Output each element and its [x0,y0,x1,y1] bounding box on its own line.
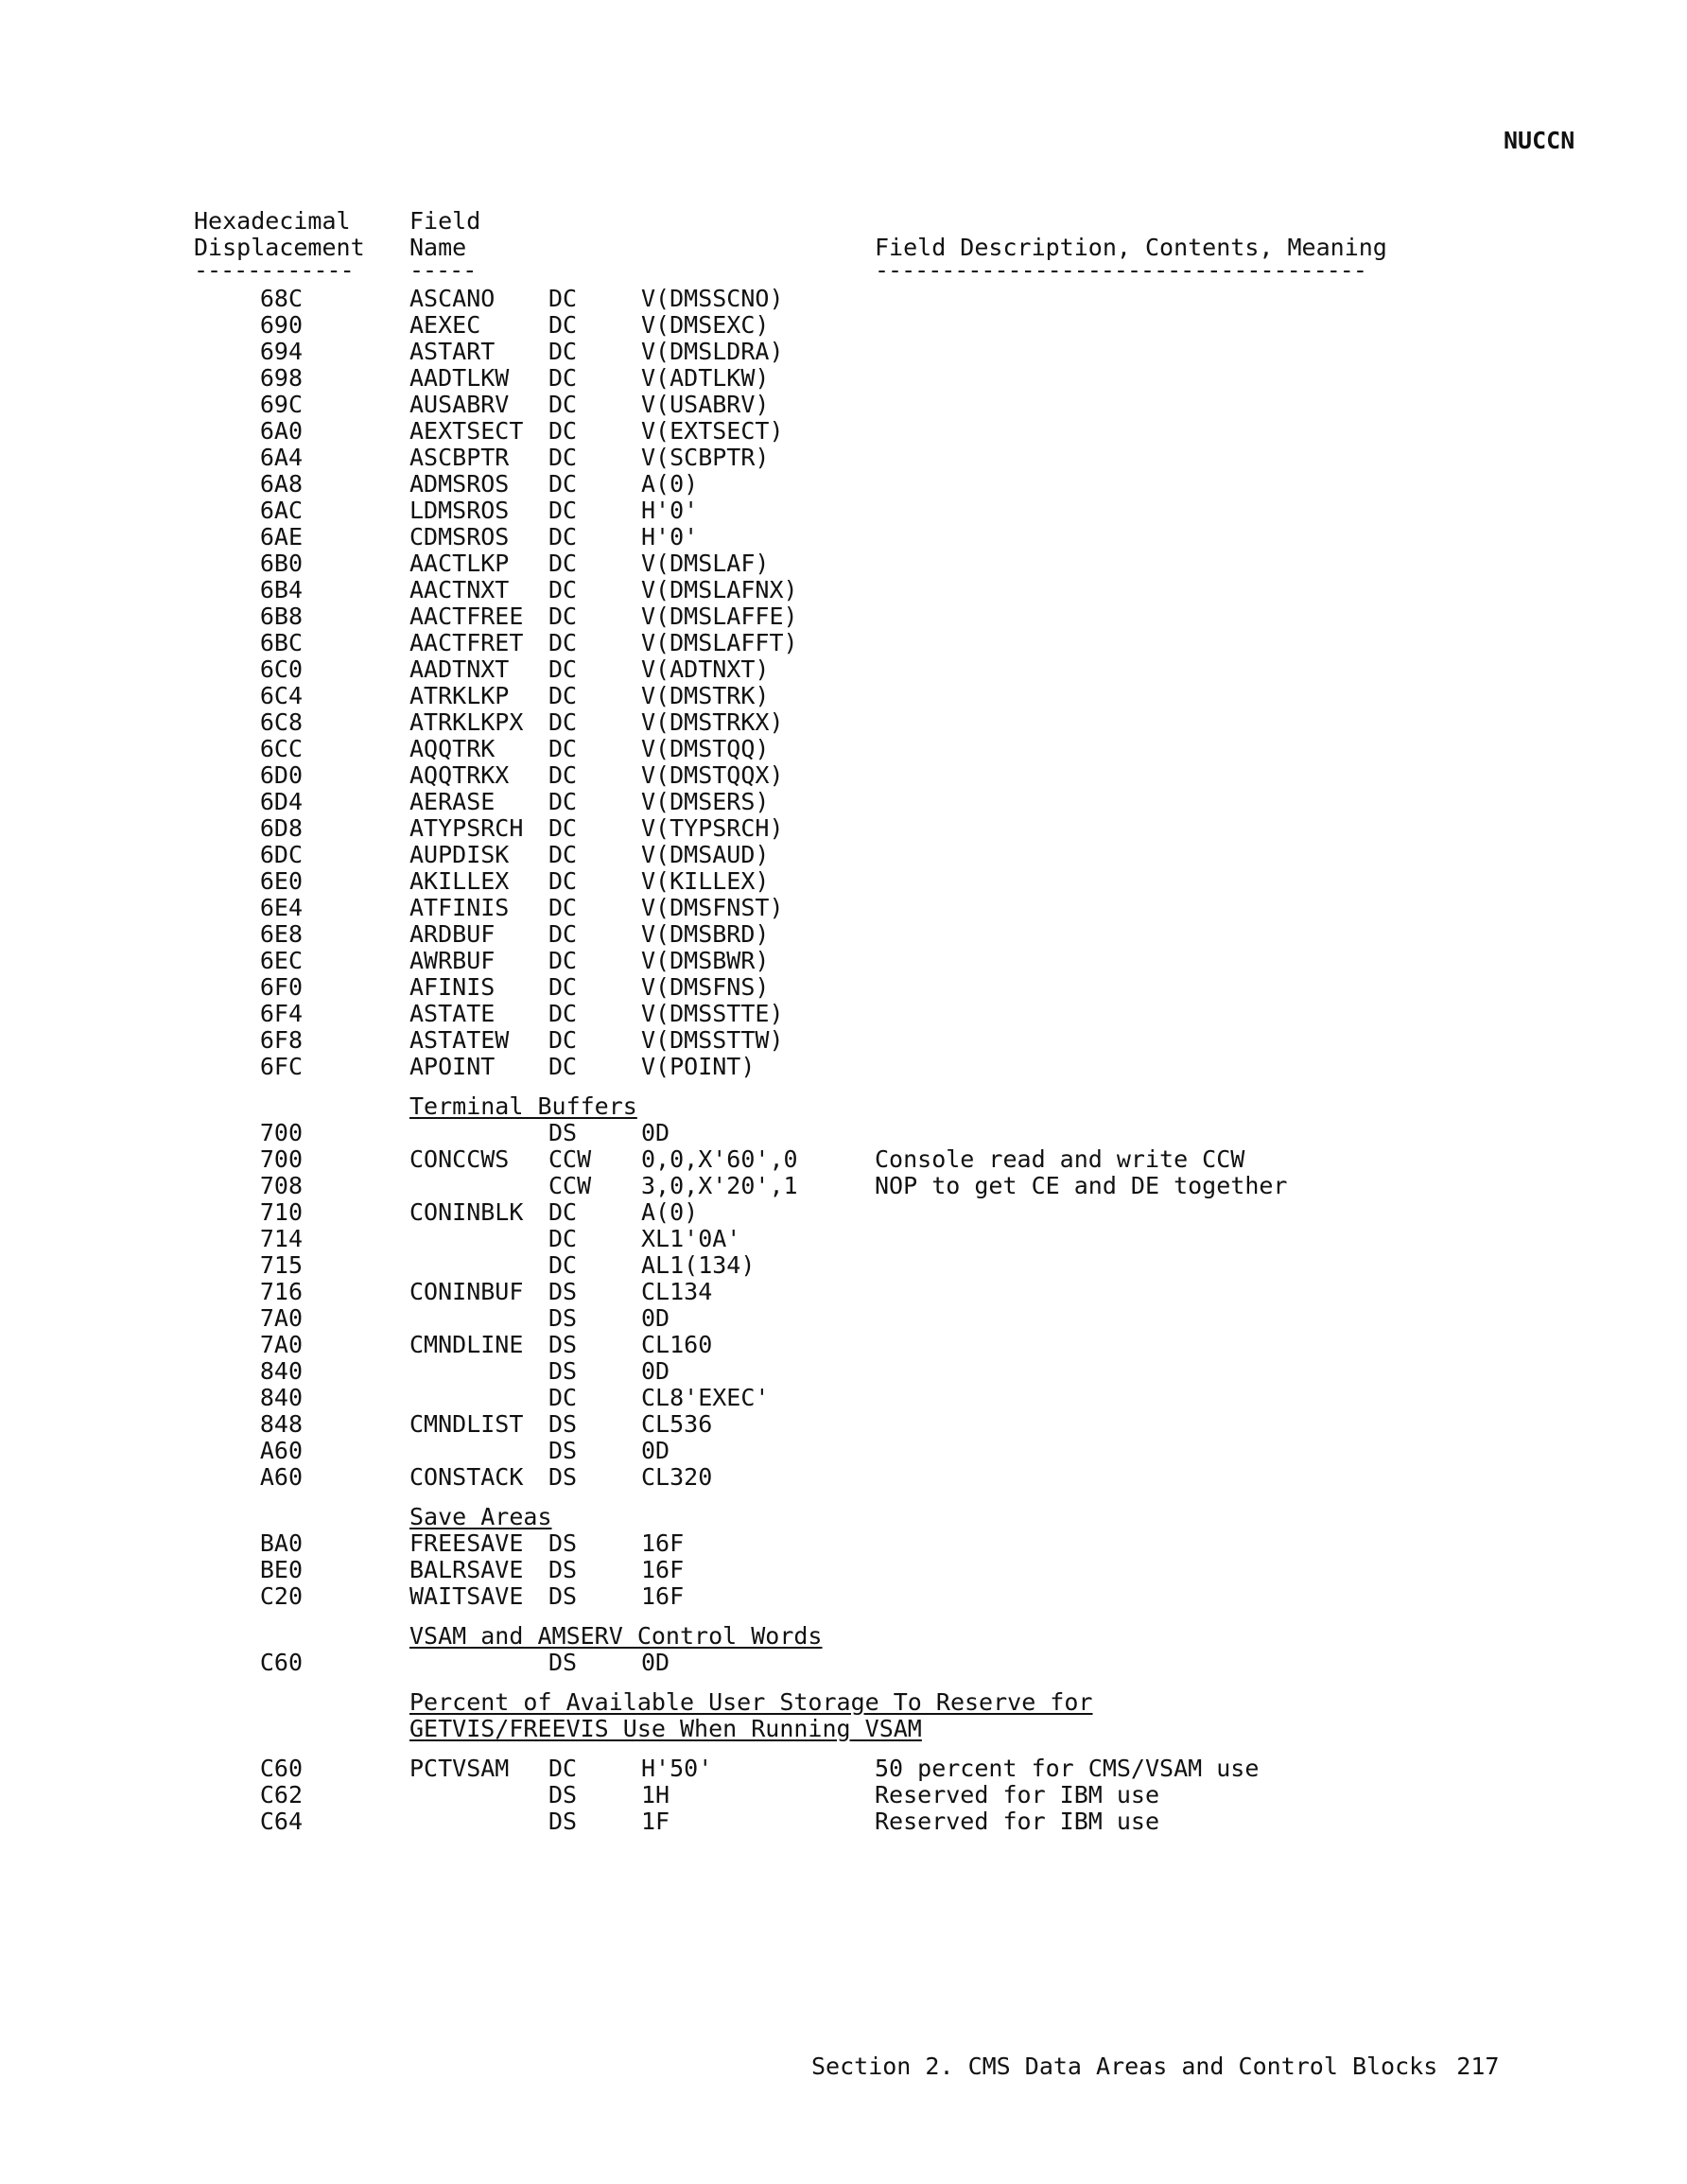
type-cell: DC [548,1198,578,1226]
field-name-cell: ATRKLKP [409,682,510,709]
type-cell: DS [548,1278,578,1305]
operand-cell: 0D [641,1304,670,1332]
operand-cell: CL160 [641,1331,713,1358]
operand-cell: V(DMSSTTE) [641,1000,784,1027]
operand-cell: V(SCBPTR) [641,444,770,471]
operand-cell: V(ADTLKW) [641,364,770,392]
header-description: Field Description, Contents, Meaning [875,234,1387,261]
displacement-cell: A60 [259,1437,303,1464]
type-cell: DC [548,761,578,789]
displacement-cell: 6A4 [259,444,303,471]
operand-cell: V(DMSLDRA) [641,338,784,365]
displacement-cell: C64 [259,1808,303,1835]
type-cell: DC [548,576,578,603]
type-cell: DC [548,973,578,1001]
type-cell: DS [548,1437,578,1464]
table-row [0,1001,1687,1027]
operand-cell: V(DMSTQQ) [641,735,770,762]
header-displacement-line2: Displacement [194,234,365,261]
field-name-cell: LDMSROS [409,497,510,524]
operand-cell: 1H [641,1781,670,1808]
operand-cell: V(DMSSCNO) [641,285,784,312]
operand-cell: V(DMSAUD) [641,841,770,868]
displacement-cell: 6EC [259,947,303,974]
field-rows-group-a [0,286,1687,1080]
operand-cell: V(DMSFNS) [641,973,770,1001]
displacement-cell: BA0 [259,1529,303,1557]
operand-cell: H'0' [641,523,699,550]
displacement-cell: 6DC [259,841,303,868]
section-heading-percent-line1: Percent of Available User Storage To Reserve for [409,1688,1093,1716]
table-row [0,577,1687,603]
type-cell: DC [548,417,578,445]
field-name-cell: AACTFREE [409,603,524,630]
field-name-cell: ASTART [409,338,496,365]
displacement-cell: 7A0 [259,1304,303,1332]
field-name-cell: WAITSAVE [409,1582,524,1610]
operand-cell: V(DMSTQQX) [641,761,784,789]
type-cell: DC [548,364,578,392]
operand-cell: 16F [641,1582,685,1610]
table-row [0,709,1687,736]
type-cell: DC [548,841,578,868]
field-name-cell: CONSTACK [409,1463,524,1491]
table-row [0,1305,1687,1332]
displacement-cell: 69C [259,391,303,418]
operand-cell: 16F [641,1556,685,1583]
displacement-cell: 6C0 [259,655,303,683]
type-cell: DC [548,550,578,577]
operand-cell: V(DMSTRKX) [641,708,784,736]
displacement-cell: 6FC [259,1053,303,1080]
operand-cell: V(DMSLAFFE) [641,603,798,630]
type-cell: DS [548,1529,578,1557]
type-cell: DS [548,1649,578,1676]
field-name-cell: ASCBPTR [409,444,510,471]
displacement-cell: 6D8 [259,814,303,842]
field-name-cell: AWRBUF [409,947,496,974]
field-name-cell: AADTLKW [409,364,510,392]
type-cell: CCW [548,1145,592,1173]
displacement-cell: 7A0 [259,1331,303,1358]
type-cell: DC [548,1053,578,1080]
table-row [0,339,1687,365]
type-cell: DS [548,1582,578,1610]
displacement-cell: 6E8 [259,920,303,948]
displacement-cell: 710 [259,1198,303,1226]
displacement-cell: C60 [259,1649,303,1676]
type-cell: DC [548,338,578,365]
type-cell: DS [548,1781,578,1808]
type-cell: DC [548,497,578,524]
table-row [0,1054,1687,1080]
displacement-cell: 6E4 [259,894,303,921]
displacement-cell: 714 [259,1225,303,1252]
table-row [0,1027,1687,1054]
field-name-cell: AERASE [409,788,496,815]
displacement-cell: 6F4 [259,1000,303,1027]
table-row [0,1279,1687,1305]
header-description-rule: ------------------------------------- [875,256,1366,284]
field-name-cell: AUPDISK [409,841,510,868]
table-row [0,1464,1687,1491]
type-cell: DS [548,1463,578,1491]
type-cell: DC [548,285,578,312]
field-name-cell: CMNDLIST [409,1410,524,1438]
type-cell: DC [548,629,578,656]
section-heading-percent-line2: GETVIS/FREEVIS Use When Running VSAM [409,1715,922,1742]
field-rows-group-d [0,1650,1687,1676]
table-row [0,1385,1687,1411]
displacement-cell: 840 [259,1384,303,1411]
header-field-name-rule: ----- [409,256,477,284]
displacement-cell: 715 [259,1251,303,1279]
table-row [0,1199,1687,1226]
operand-cell: 0D [641,1437,670,1464]
description-cell: NOP to get CE and DE together [875,1172,1288,1199]
operand-cell: V(POINT) [641,1053,756,1080]
displacement-cell: 700 [259,1119,303,1146]
field-name-cell: ASCANO [409,285,496,312]
type-cell: DC [548,788,578,815]
operand-cell: V(DMSBRD) [641,920,770,948]
displacement-cell: 848 [259,1410,303,1438]
type-cell: DC [548,1026,578,1054]
type-cell: DC [548,894,578,921]
table-row [0,921,1687,948]
displacement-cell: 6B0 [259,550,303,577]
field-name-cell: AACTNXT [409,576,510,603]
field-name-cell: AKILLEX [409,867,510,895]
displacement-cell: C62 [259,1781,303,1808]
table-row [0,630,1687,656]
operand-cell: V(DMSLAFNX) [641,576,798,603]
type-cell: DC [548,1000,578,1027]
type-cell: DC [548,603,578,630]
displacement-cell: 694 [259,338,303,365]
table-row [0,392,1687,418]
field-name-cell: AUSABRV [409,391,510,418]
displacement-cell: 6B4 [259,576,303,603]
operand-cell: 1F [641,1808,670,1835]
displacement-cell: 698 [259,364,303,392]
displacement-cell: 840 [259,1357,303,1385]
field-name-cell: ATYPSRCH [409,814,524,842]
operand-cell: 16F [641,1529,685,1557]
displacement-cell: 68C [259,285,303,312]
type-cell: DC [548,470,578,498]
table-row [0,842,1687,868]
displacement-cell: A60 [259,1463,303,1491]
table-row [0,1358,1687,1385]
description-cell: Reserved for IBM use [875,1781,1160,1808]
displacement-cell: 6BC [259,629,303,656]
operand-cell: 3,0,X'20',1 [641,1172,798,1199]
operand-cell: V(DMSFNST) [641,894,784,921]
field-name-cell: ATRKLKPX [409,708,524,736]
field-name-cell: BALRSAVE [409,1556,524,1583]
type-cell: DC [548,1225,578,1252]
table-row [0,1650,1687,1676]
field-name-cell: ASTATEW [409,1026,510,1054]
type-cell: DS [548,1357,578,1385]
field-name-cell: CONINBLK [409,1198,524,1226]
displacement-cell: 6A8 [259,470,303,498]
type-cell: DC [548,682,578,709]
type-cell: DC [548,920,578,948]
page-footer [811,2053,1499,2080]
header-field-name-line2: Name [409,234,467,261]
header-field-name-line1: Field [409,207,481,235]
field-name-cell: APOINT [409,1053,496,1080]
type-cell: DC [548,444,578,471]
page-identifier: NUCCN [1504,127,1575,154]
displacement-cell: 6CC [259,735,303,762]
type-cell: DC [548,867,578,895]
header-displacement-line1: Hexadecimal [194,207,351,235]
type-cell: DC [548,311,578,339]
section-heading-vsam-control-words: VSAM and AMSERV Control Words [409,1622,823,1650]
displacement-cell: 6A0 [259,417,303,445]
table-row [0,1438,1687,1464]
type-cell: DS [548,1304,578,1332]
type-cell: DS [548,1808,578,1835]
field-name-cell: AQQTRKX [409,761,510,789]
table-row [0,1782,1687,1808]
displacement-cell: 6C8 [259,708,303,736]
field-name-cell: ASTATE [409,1000,496,1027]
table-row [0,1252,1687,1279]
operand-cell: CL536 [641,1410,713,1438]
field-name-cell: AACTFRET [409,629,524,656]
operand-cell: CL134 [641,1278,713,1305]
table-row [0,1530,1687,1557]
field-name-cell: CONINBUF [409,1278,524,1305]
displacement-cell: 700 [259,1145,303,1173]
table-row [0,1173,1687,1199]
table-row [0,1583,1687,1610]
operand-cell: V(TYPSRCH) [641,814,784,842]
operand-cell: 0,0,X'60',0 [641,1145,798,1173]
field-name-cell: AACTLKP [409,550,510,577]
table-row [0,656,1687,683]
table-row [0,445,1687,471]
table-row [0,815,1687,842]
field-rows-group-c [0,1530,1687,1610]
table-row [0,286,1687,312]
table-row [0,736,1687,762]
field-name-cell: ATFINIS [409,894,510,921]
section-heading-save-areas: Save Areas [409,1503,552,1530]
operand-cell: V(USABRV) [641,391,770,418]
field-table [0,286,1687,1835]
table-row [0,498,1687,524]
description-cell: Reserved for IBM use [875,1808,1160,1835]
footer-title: Section 2. CMS Data Areas and Control Blocks [811,2053,1438,2080]
field-rows-group-e [0,1756,1687,1835]
field-name-cell: ARDBUF [409,920,496,948]
operand-cell: V(DMSERS) [641,788,770,815]
operand-cell: V(KILLEX) [641,867,770,895]
displacement-cell: BE0 [259,1556,303,1583]
operand-cell: V(ADTNXT) [641,655,770,683]
section-heading-terminal-buffers: Terminal Buffers [409,1092,637,1120]
displacement-cell: 6C4 [259,682,303,709]
table-row [0,471,1687,498]
operand-cell: 0D [641,1119,670,1146]
operand-cell: V(DMSLAFFT) [641,629,798,656]
table-row [0,1557,1687,1583]
operand-cell: XL1'0A' [641,1225,741,1252]
table-row [0,1120,1687,1146]
displacement-cell: 6F8 [259,1026,303,1054]
field-name-cell: AFINIS [409,973,496,1001]
displacement-cell: 708 [259,1172,303,1199]
table-row [0,1146,1687,1173]
table-row [0,789,1687,815]
displacement-cell: 6E0 [259,867,303,895]
type-cell: DS [548,1410,578,1438]
displacement-cell: 6D4 [259,788,303,815]
type-cell: DC [548,814,578,842]
table-row [0,1411,1687,1438]
operand-cell: A(0) [641,1198,699,1226]
field-name-cell: CONCCWS [409,1145,510,1173]
displacement-cell: C60 [259,1755,303,1782]
displacement-cell: 6D0 [259,761,303,789]
displacement-cell: C20 [259,1582,303,1610]
operand-cell: H'0' [641,497,699,524]
table-row [0,550,1687,577]
operand-cell: AL1(134) [641,1251,756,1279]
table-row [0,868,1687,895]
table-row [0,895,1687,921]
type-cell: DC [548,1384,578,1411]
description-cell: Console read and write CCW [875,1145,1245,1173]
type-cell: DC [548,523,578,550]
field-name-cell: CDMSROS [409,523,510,550]
displacement-cell: 6AE [259,523,303,550]
displacement-cell: 6AC [259,497,303,524]
table-row [0,683,1687,709]
type-cell: DC [548,1755,578,1782]
type-cell: CCW [548,1172,592,1199]
table-row [0,524,1687,550]
displacement-cell: 6F0 [259,973,303,1001]
table-row [0,603,1687,630]
page-number: 217 [1456,2053,1500,2080]
operand-cell: V(DMSTRK) [641,682,770,709]
description-cell: 50 percent for CMS/VSAM use [875,1755,1260,1782]
table-row [0,1756,1687,1782]
type-cell: DS [548,1556,578,1583]
table-row [0,365,1687,392]
field-rows-group-b [0,1120,1687,1491]
table-row [0,974,1687,1001]
table-row [0,312,1687,339]
type-cell: DC [548,947,578,974]
operand-cell: V(DMSBWR) [641,947,770,974]
field-name-cell: ADMSROS [409,470,510,498]
displacement-cell: 690 [259,311,303,339]
field-name-cell: AEXEC [409,311,481,339]
type-cell: DC [548,655,578,683]
displacement-cell: 716 [259,1278,303,1305]
table-row [0,1226,1687,1252]
header-displacement-rule: ------------ [194,256,354,284]
operand-cell: V(DMSEXC) [641,311,770,339]
field-name-cell: AEXTSECT [409,417,524,445]
operand-cell: A(0) [641,470,699,498]
type-cell: DS [548,1331,578,1358]
field-name-cell: AADTNXT [409,655,510,683]
table-row [0,948,1687,974]
field-name-cell: FREESAVE [409,1529,524,1557]
type-cell: DS [548,1119,578,1146]
table-row [0,1332,1687,1358]
type-cell: DC [548,391,578,418]
field-name-cell: PCTVSAM [409,1755,510,1782]
operand-cell: CL320 [641,1463,713,1491]
field-name-cell: AQQTRK [409,735,496,762]
operand-cell: V(DMSSTTW) [641,1026,784,1054]
operand-cell: CL8'EXEC' [641,1384,770,1411]
type-cell: DC [548,735,578,762]
field-name-cell: CMNDLINE [409,1331,524,1358]
type-cell: DC [548,1251,578,1279]
table-row [0,418,1687,445]
operand-cell: V(DMSLAF) [641,550,770,577]
table-row [0,1808,1687,1835]
table-row [0,762,1687,789]
type-cell: DC [548,708,578,736]
operand-cell: 0D [641,1357,670,1385]
operand-cell: 0D [641,1649,670,1676]
displacement-cell: 6B8 [259,603,303,630]
operand-cell: V(EXTSECT) [641,417,784,445]
operand-cell: H'50' [641,1755,713,1782]
